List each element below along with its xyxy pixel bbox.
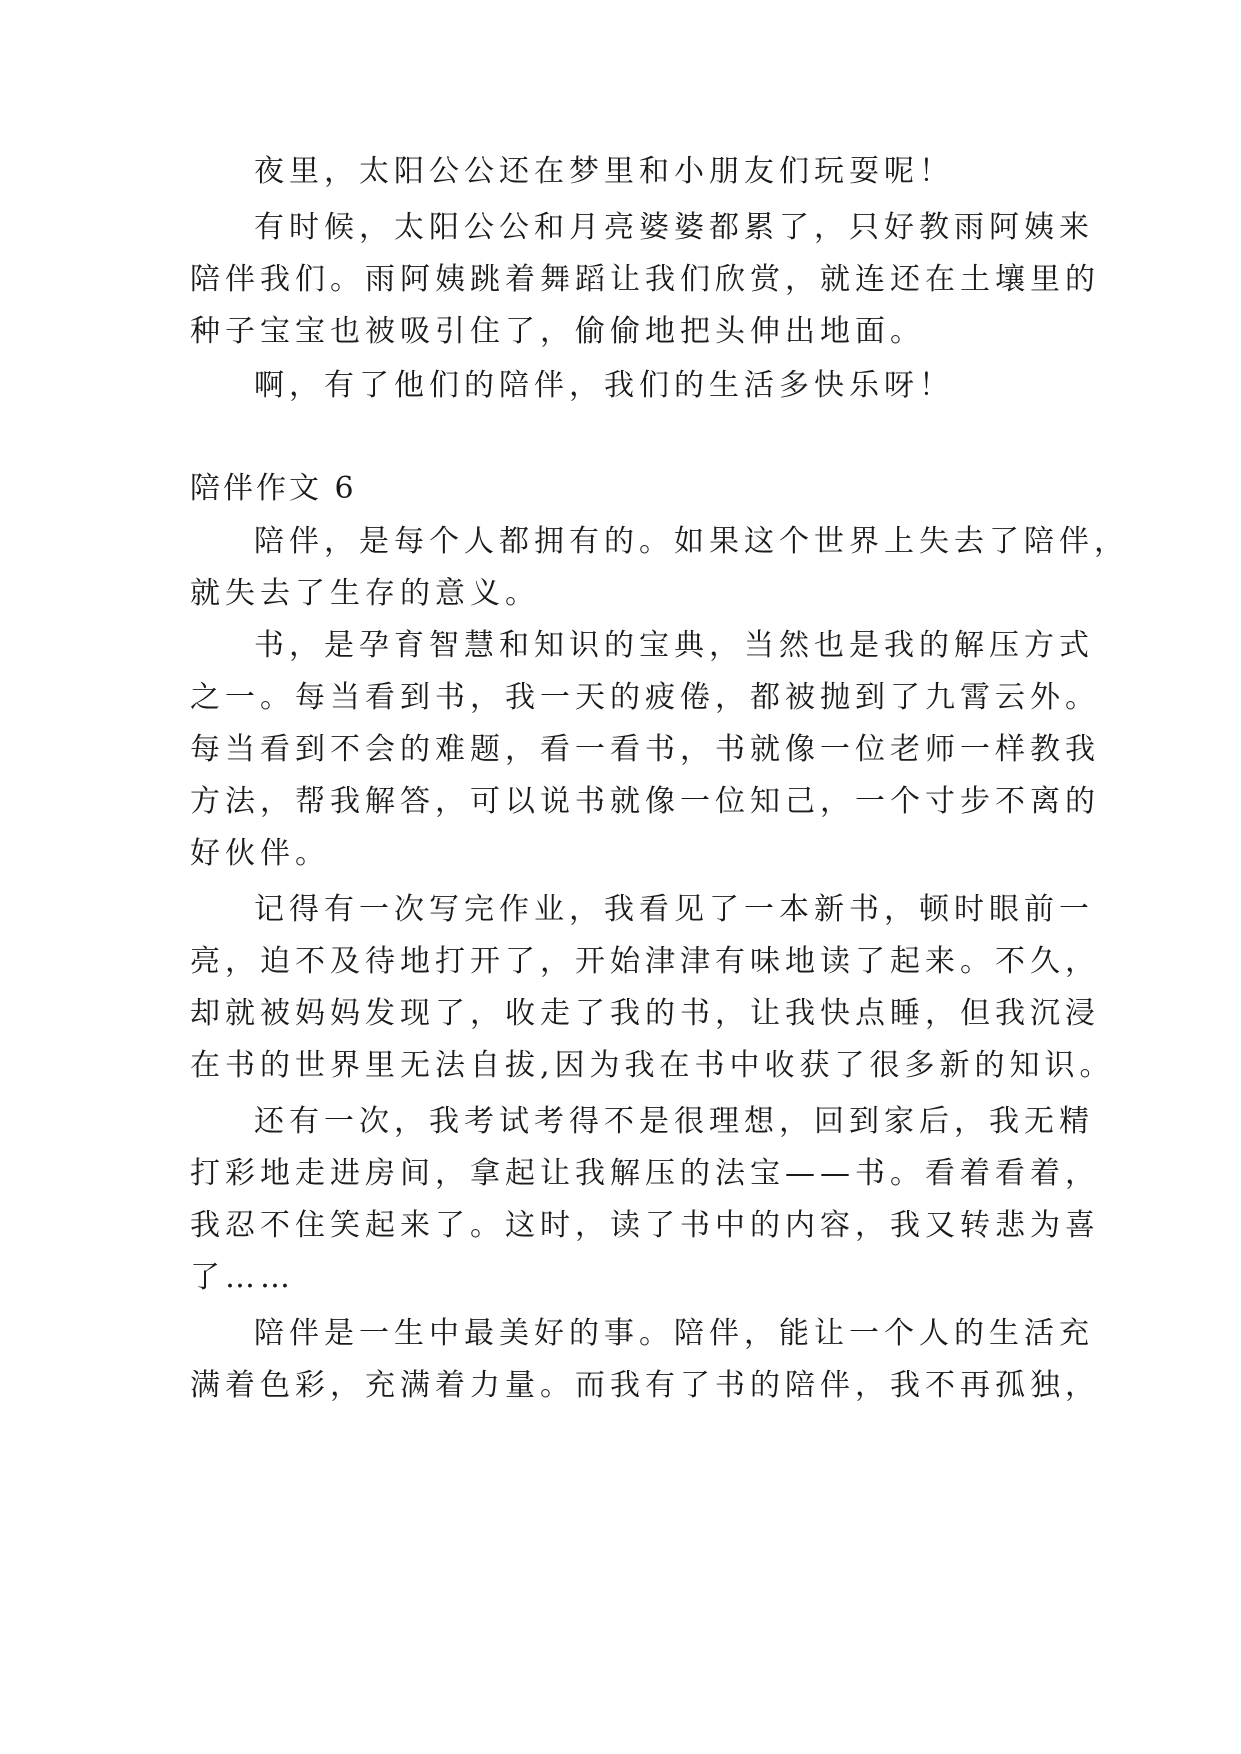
paragraph-line: 了…… bbox=[190, 1260, 295, 1295]
paragraph-line: 还有一次，我考试考得不是很理想，回到家后，我无精 bbox=[254, 1104, 1094, 1139]
document-page bbox=[190, 0, 1129, 1754]
paragraph-line: 啊，有了他们的陪伴，我们的生活多快乐呀！ bbox=[254, 368, 954, 403]
paragraph-line: 之一。每当看到书，我一天的疲倦，都被抛到了九霄云外。 bbox=[190, 680, 1100, 715]
paragraph-line: 陪伴是一生中最美好的事。陪伴，能让一个人的生活充 bbox=[254, 1316, 1094, 1351]
paragraph-line: 满着色彩，充满着力量。而我有了书的陪伴，我不再孤独， bbox=[190, 1368, 1100, 1403]
paragraph-line: 夜里，太阳公公还在梦里和小朋友们玩耍呢！ bbox=[254, 154, 954, 189]
paragraph-line: 每当看到不会的难题，看一看书，书就像一位老师一样教我 bbox=[190, 732, 1100, 767]
paragraph-line: 记得有一次写完作业，我看见了一本新书，顿时眼前一 bbox=[254, 892, 1094, 927]
paragraph-line: 就失去了生存的意义。 bbox=[190, 576, 540, 611]
paragraph-line: 打彩地走进房间，拿起让我解压的法宝——书。看着看着， bbox=[190, 1156, 1100, 1191]
paragraph-line: 好伙伴。 bbox=[190, 836, 330, 871]
paragraph-line: 方法，帮我解答，可以说书就像一位知己，一个寸步不离的 bbox=[190, 784, 1100, 819]
section-heading: 陪伴作文 6 bbox=[190, 471, 357, 506]
paragraph-line: 书，是孕育智慧和知识的宝典，当然也是我的解压方式 bbox=[254, 628, 1094, 663]
paragraph-line: 有时候，太阳公公和月亮婆婆都累了，只好教雨阿姨来 bbox=[254, 210, 1094, 245]
paragraph-line: 陪伴，是每个人都拥有的。如果这个世界上失去了陪伴， bbox=[254, 524, 1129, 559]
paragraph-line: 亮，迫不及待地打开了，开始津津有味地读了起来。不久， bbox=[190, 944, 1100, 979]
paragraph-line: 却就被妈妈发现了，收走了我的书，让我快点睡，但我沉浸 bbox=[190, 996, 1100, 1031]
paragraph-line: 种子宝宝也被吸引住了，偷偷地把头伸出地面。 bbox=[190, 314, 925, 349]
paragraph-line: 陪伴我们。雨阿姨跳着舞蹈让我们欣赏，就连还在土壤里的 bbox=[190, 262, 1100, 297]
paragraph-line: 我忍不住笑起来了。这时，读了书中的内容，我又转悲为喜 bbox=[190, 1208, 1100, 1243]
paragraph-line: 在书的世界里无法自拔,因为我在书中收获了很多新的知识。 bbox=[190, 1048, 1115, 1083]
